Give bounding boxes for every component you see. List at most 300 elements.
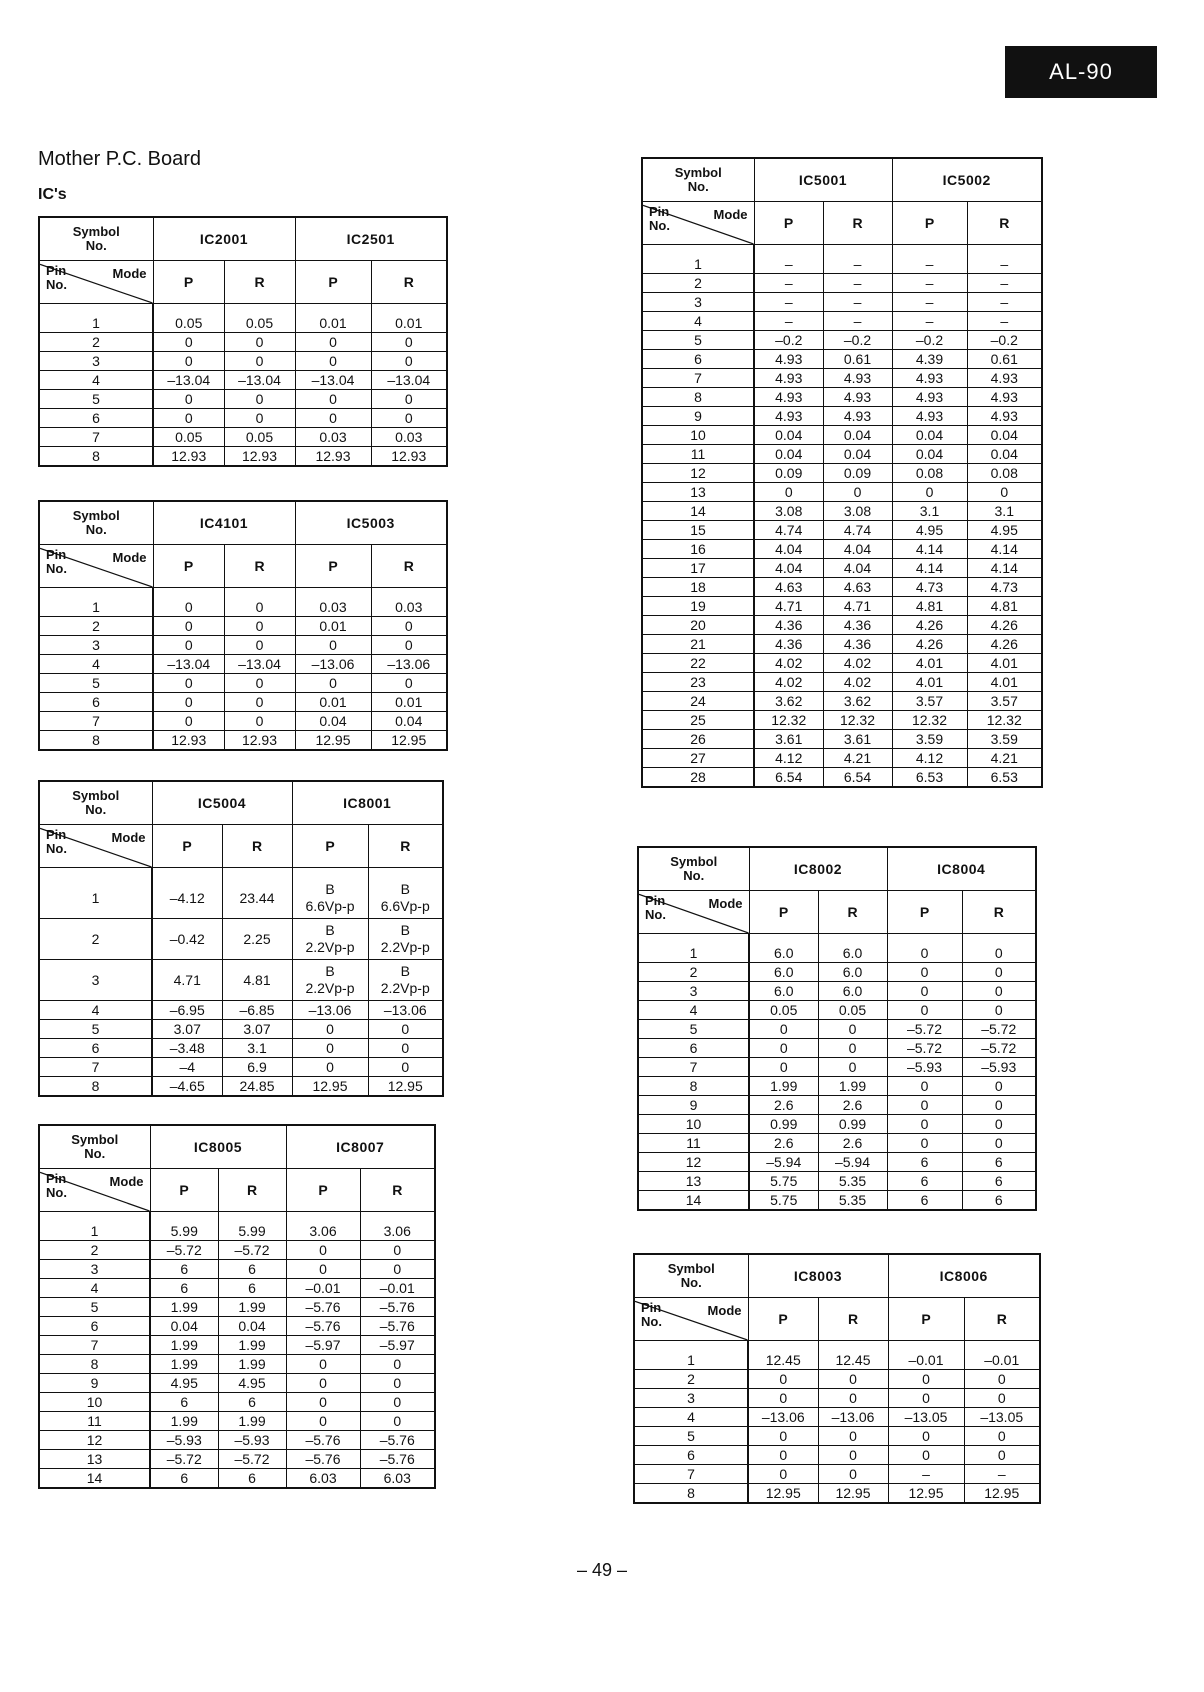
pin-number: 24 xyxy=(642,692,754,711)
voltage-cell: 3.57 xyxy=(967,692,1042,711)
voltage-cell: 3.08 xyxy=(754,502,823,521)
voltage-cell: 0.05 xyxy=(818,1001,887,1020)
voltage-cell: 0 xyxy=(292,1020,368,1039)
voltage-cell: 0 xyxy=(887,934,962,963)
pin-mode-header xyxy=(39,825,152,868)
mode-p-header: P xyxy=(295,545,371,588)
voltage-cell: 0 xyxy=(887,963,962,982)
mode-r-header: R xyxy=(964,1298,1040,1341)
ic-name-header: IC8002 xyxy=(749,847,887,891)
waveform-label: B xyxy=(400,922,410,938)
pin-number: 6 xyxy=(634,1446,748,1465)
voltage-cell: 0 xyxy=(888,1427,964,1446)
table-row xyxy=(638,1172,1036,1191)
voltage-cell: – xyxy=(823,293,892,312)
voltage-cell: 0 xyxy=(962,1001,1036,1020)
voltage-cell: 0 xyxy=(292,1058,368,1077)
mode-r-header: R xyxy=(823,202,892,245)
table-row xyxy=(39,1469,435,1489)
table-row xyxy=(642,426,1042,445)
voltage-cell: 3.62 xyxy=(823,692,892,711)
voltage-cell xyxy=(368,868,443,919)
voltage-cell: 4.71 xyxy=(152,960,222,1001)
voltage-cell: 0 xyxy=(224,333,295,352)
table-row xyxy=(642,521,1042,540)
table-row xyxy=(638,1191,1036,1211)
voltage-cell: –0.01 xyxy=(964,1341,1040,1370)
voltage-cell: 0 xyxy=(360,1374,435,1393)
voltage-cell: 4.93 xyxy=(823,369,892,388)
voltage-cell: 4.93 xyxy=(967,407,1042,426)
voltage-cell: 0.05 xyxy=(224,304,295,333)
table-row xyxy=(642,483,1042,502)
voltage-cell: 4.12 xyxy=(754,749,823,768)
mode-p-header: P xyxy=(754,202,823,245)
pin-mode-header xyxy=(634,1298,748,1341)
voltage-cell: 6 xyxy=(218,1393,286,1412)
voltage-cell: 0 xyxy=(286,1241,360,1260)
voltage-cell: 0 xyxy=(360,1355,435,1374)
pin-number: 1 xyxy=(39,1212,150,1241)
ic-name-header: IC2001 xyxy=(153,217,295,261)
symbol-no-header xyxy=(638,847,749,891)
voltage-cell: 0 xyxy=(749,1020,818,1039)
ic-name-header: IC8007 xyxy=(286,1125,435,1169)
voltage-cell: –13.06 xyxy=(371,655,447,674)
voltage-cell: –5.76 xyxy=(286,1317,360,1336)
voltage-cell: 4.93 xyxy=(967,369,1042,388)
voltage-cell: 0 xyxy=(371,674,447,693)
pin-number: 6 xyxy=(39,1039,152,1058)
voltage-cell: 0 xyxy=(224,636,295,655)
symbol-no-header xyxy=(39,1125,150,1169)
pin-number: 7 xyxy=(634,1465,748,1484)
pin-number: 26 xyxy=(642,730,754,749)
voltage-cell: –0.2 xyxy=(967,331,1042,350)
table-row xyxy=(638,1153,1036,1172)
voltage-cell: – xyxy=(892,293,967,312)
voltage-cell xyxy=(368,919,443,960)
table-row xyxy=(634,1408,1040,1427)
voltage-table xyxy=(38,780,444,1097)
voltage-cell: –5.76 xyxy=(360,1298,435,1317)
pin-number: 9 xyxy=(638,1096,749,1115)
voltage-cell: 0.04 xyxy=(892,426,967,445)
pin-number: 3 xyxy=(39,960,152,1001)
table-row xyxy=(642,445,1042,464)
voltage-cell: 0 xyxy=(371,409,447,428)
table-row xyxy=(642,331,1042,350)
mode-p-header: P xyxy=(887,891,962,934)
voltage-cell: 6.0 xyxy=(749,963,818,982)
voltage-cell: –5.93 xyxy=(150,1431,218,1450)
voltage-cell: 6.0 xyxy=(749,934,818,963)
voltage-cell: 12.95 xyxy=(295,731,371,751)
voltage-cell: –5.76 xyxy=(360,1317,435,1336)
table-row xyxy=(642,597,1042,616)
voltage-cell: 1.99 xyxy=(218,1336,286,1355)
voltage-cell: 5.99 xyxy=(218,1212,286,1241)
voltage-cell: 0 xyxy=(964,1389,1040,1408)
voltage-cell: 4.02 xyxy=(754,654,823,673)
pin-number: 4 xyxy=(39,1279,150,1298)
voltage-cell: 0 xyxy=(748,1389,818,1408)
page-title: Mother P.C. Board xyxy=(38,148,202,170)
voltage-cell: 2.6 xyxy=(818,1096,887,1115)
pin-number: 15 xyxy=(642,521,754,540)
voltage-cell: 6.0 xyxy=(749,982,818,1001)
pin-number: 6 xyxy=(39,1317,150,1336)
mode-r-header: R xyxy=(368,825,443,868)
ic-name-header: IC8001 xyxy=(292,781,443,825)
voltage-cell: 0 xyxy=(153,409,224,428)
pin-number: 7 xyxy=(39,1336,150,1355)
voltage-cell: 0 xyxy=(295,674,371,693)
voltage-cell: 0 xyxy=(286,1260,360,1279)
table-row xyxy=(39,333,447,352)
voltage-cell: 4.04 xyxy=(754,540,823,559)
voltage-cell: –13.04 xyxy=(371,371,447,390)
pin-number: 2 xyxy=(39,333,153,352)
voltage-cell: 0.04 xyxy=(892,445,967,464)
voltage-cell: –5.97 xyxy=(360,1336,435,1355)
voltage-cell: 4.01 xyxy=(892,673,967,692)
voltage-cell: 1.99 xyxy=(218,1355,286,1374)
voltage-cell: –13.06 xyxy=(748,1408,818,1427)
table-row xyxy=(39,1241,435,1260)
voltage-cell: – xyxy=(823,312,892,331)
table-row xyxy=(642,293,1042,312)
voltage-cell: –5.72 xyxy=(150,1450,218,1469)
pin-number: 4 xyxy=(634,1408,748,1427)
voltage-cell: 6 xyxy=(962,1153,1036,1172)
pin-no-label-text: No. xyxy=(46,1185,67,1200)
pin-label: Pin xyxy=(46,1171,67,1186)
pin-number: 17 xyxy=(642,559,754,578)
voltage-cell: 4.02 xyxy=(823,654,892,673)
voltage-cell: –5.72 xyxy=(218,1450,286,1469)
voltage-cell: 0.03 xyxy=(295,428,371,447)
table-row xyxy=(39,1058,443,1077)
voltage-cell: 0 xyxy=(224,712,295,731)
table-row xyxy=(638,1039,1036,1058)
ic-table-ic8002-ic8004 xyxy=(637,846,1037,1211)
voltage-cell: 0 xyxy=(888,1370,964,1389)
pin-label: Pin xyxy=(46,263,67,278)
voltage-cell: – xyxy=(967,312,1042,331)
voltage-cell: 2.25 xyxy=(222,919,292,960)
pin-number: 3 xyxy=(642,293,754,312)
ic-name-header: IC5004 xyxy=(152,781,292,825)
voltage-cell: 0.04 xyxy=(150,1317,218,1336)
table-row xyxy=(638,1134,1036,1153)
voltage-cell: 0 xyxy=(295,352,371,371)
voltage-cell: 6.53 xyxy=(892,768,967,788)
voltage-cell: 0 xyxy=(371,333,447,352)
pin-no-label-text: No. xyxy=(46,277,67,292)
voltage-cell: 0 xyxy=(818,1446,888,1465)
ic-name-header: IC5002 xyxy=(892,158,1042,202)
voltage-cell: 0 xyxy=(887,1134,962,1153)
voltage-cell: 0.03 xyxy=(295,588,371,617)
pin-number: 8 xyxy=(39,1077,152,1097)
pin-number: 13 xyxy=(638,1172,749,1191)
pin-number: 13 xyxy=(642,483,754,502)
ic-table-ic8005-ic8007 xyxy=(38,1124,436,1489)
voltage-cell: 0.61 xyxy=(967,350,1042,369)
voltage-cell: –5.76 xyxy=(360,1431,435,1450)
pin-number: 1 xyxy=(638,934,749,963)
pin-number: 2 xyxy=(634,1370,748,1389)
voltage-cell: 0 xyxy=(224,390,295,409)
voltage-cell: –13.04 xyxy=(153,371,224,390)
table-row xyxy=(642,388,1042,407)
voltage-cell: 6 xyxy=(962,1172,1036,1191)
voltage-cell: –5.72 xyxy=(962,1020,1036,1039)
pin-number: 2 xyxy=(638,963,749,982)
table-row xyxy=(642,502,1042,521)
table-row xyxy=(642,616,1042,635)
pin-number: 16 xyxy=(642,540,754,559)
voltage-cell: 1.99 xyxy=(150,1298,218,1317)
voltage-cell: 12.45 xyxy=(818,1341,888,1370)
voltage-cell: 6.54 xyxy=(754,768,823,788)
voltage-cell: 4.04 xyxy=(754,559,823,578)
mode-p-header: P xyxy=(153,545,224,588)
voltage-cell: 4.81 xyxy=(222,960,292,1001)
voltage-cell: –0.42 xyxy=(152,919,222,960)
voltage-cell: 3.1 xyxy=(892,502,967,521)
voltage-cell: 4.04 xyxy=(823,540,892,559)
pin-number: 1 xyxy=(39,304,153,333)
voltage-cell: 0.09 xyxy=(823,464,892,483)
voltage-cell: 1.99 xyxy=(150,1412,218,1431)
voltage-cell: 0 xyxy=(292,1039,368,1058)
voltage-cell: 6.03 xyxy=(360,1469,435,1489)
voltage-cell: 0 xyxy=(295,390,371,409)
voltage-cell: 4.14 xyxy=(892,540,967,559)
symbol-no-header xyxy=(39,781,152,825)
voltage-cell: 0.04 xyxy=(823,445,892,464)
voltage-cell: 6.53 xyxy=(967,768,1042,788)
voltage-cell: 2.6 xyxy=(749,1096,818,1115)
symbol-label: Symbol xyxy=(667,1261,715,1276)
mode-r-header: R xyxy=(818,891,887,934)
mode-r-header: R xyxy=(224,545,295,588)
pin-no-label xyxy=(46,264,67,292)
voltage-cell: –13.04 xyxy=(224,655,295,674)
pin-number: 1 xyxy=(642,245,754,274)
voltage-cell: 3.61 xyxy=(823,730,892,749)
voltage-cell: –5.72 xyxy=(218,1241,286,1260)
voltage-cell: 6.0 xyxy=(818,982,887,1001)
pin-number: 8 xyxy=(634,1484,748,1504)
voltage-cell: 0 xyxy=(360,1260,435,1279)
pin-mode-header xyxy=(39,1169,150,1212)
voltage-cell: 0 xyxy=(153,693,224,712)
table-row xyxy=(642,673,1042,692)
voltage-cell: 0 xyxy=(964,1446,1040,1465)
voltage-cell: 0 xyxy=(964,1427,1040,1446)
voltage-cell: –0.01 xyxy=(286,1279,360,1298)
voltage-cell: 6.9 xyxy=(222,1058,292,1077)
voltage-cell: 12.95 xyxy=(368,1077,443,1097)
voltage-cell: 0 xyxy=(748,1446,818,1465)
voltage-cell: 12.93 xyxy=(153,447,224,467)
waveform-label: B xyxy=(325,922,335,938)
voltage-cell: –13.06 xyxy=(295,655,371,674)
pin-number: 12 xyxy=(638,1153,749,1172)
voltage-cell: 0.01 xyxy=(295,304,371,333)
mode-p-header: P xyxy=(295,261,371,304)
voltage-cell: 12.95 xyxy=(964,1484,1040,1504)
pin-number: 20 xyxy=(642,616,754,635)
voltage-cell: 6.54 xyxy=(823,768,892,788)
pin-number: 28 xyxy=(642,768,754,788)
voltage-cell: 3.59 xyxy=(892,730,967,749)
table-row xyxy=(39,304,447,333)
voltage-cell: 0 xyxy=(360,1241,435,1260)
pin-number: 12 xyxy=(39,1431,150,1450)
voltage-table xyxy=(637,846,1037,1211)
voltage-cell: 4.93 xyxy=(754,369,823,388)
table-row xyxy=(39,731,447,751)
voltage-cell: 0.08 xyxy=(967,464,1042,483)
page-number: – 49 – xyxy=(576,1560,628,1580)
voltage-cell: 4.93 xyxy=(892,388,967,407)
table-row xyxy=(39,674,447,693)
voltage-cell: –13.06 xyxy=(818,1408,888,1427)
mode-p-header: P xyxy=(150,1169,218,1212)
voltage-cell: –5.76 xyxy=(286,1431,360,1450)
voltage-cell xyxy=(292,960,368,1001)
mode-p-header: P xyxy=(748,1298,818,1341)
waveform-amplitude: 2.2Vp-p xyxy=(380,939,430,955)
mode-r-header: R xyxy=(967,202,1042,245)
voltage-cell: 12.93 xyxy=(224,447,295,467)
mode-label: Mode xyxy=(713,207,748,222)
table-row xyxy=(39,1412,435,1431)
voltage-cell: 0 xyxy=(224,352,295,371)
voltage-cell: 0 xyxy=(818,1427,888,1446)
table-row xyxy=(39,352,447,371)
voltage-cell: 0 xyxy=(153,588,224,617)
table-row xyxy=(39,447,447,467)
voltage-cell: – xyxy=(892,312,967,331)
voltage-cell: 0 xyxy=(962,963,1036,982)
voltage-cell: 12.93 xyxy=(295,447,371,467)
voltage-cell: –5.93 xyxy=(218,1431,286,1450)
pin-number: 27 xyxy=(642,749,754,768)
table-row xyxy=(638,963,1036,982)
mode-p-header: P xyxy=(286,1169,360,1212)
voltage-cell: 5.75 xyxy=(749,1172,818,1191)
voltage-cell: 1.99 xyxy=(150,1336,218,1355)
voltage-cell: 5.99 xyxy=(150,1212,218,1241)
ic-name-header: IC8005 xyxy=(150,1125,286,1169)
voltage-cell: 0 xyxy=(962,982,1036,1001)
pin-number: 3 xyxy=(39,1260,150,1279)
pin-number: 7 xyxy=(642,369,754,388)
voltage-cell: 0 xyxy=(887,1077,962,1096)
voltage-cell: 0 xyxy=(371,352,447,371)
voltage-cell: 0 xyxy=(295,333,371,352)
voltage-cell: 4.14 xyxy=(892,559,967,578)
table-row xyxy=(642,730,1042,749)
pin-number: 4 xyxy=(642,312,754,331)
table-row xyxy=(638,934,1036,963)
voltage-cell: 23.44 xyxy=(222,868,292,919)
symbol-no-label: No. xyxy=(687,179,709,194)
voltage-cell: 0 xyxy=(286,1374,360,1393)
mode-r-header: R xyxy=(222,825,292,868)
voltage-cell: 12.93 xyxy=(153,731,224,751)
table-row xyxy=(39,588,447,617)
voltage-cell: 5.35 xyxy=(818,1191,887,1211)
pin-mode-header xyxy=(39,545,153,588)
table-row xyxy=(39,1355,435,1374)
voltage-cell: 0 xyxy=(153,333,224,352)
voltage-cell: 4.02 xyxy=(823,673,892,692)
pin-number: 5 xyxy=(642,331,754,350)
pin-number: 4 xyxy=(638,1001,749,1020)
voltage-cell: 0 xyxy=(748,1370,818,1389)
voltage-cell: 0 xyxy=(224,588,295,617)
voltage-cell: –4.12 xyxy=(152,868,222,919)
voltage-cell: 12.93 xyxy=(371,447,447,467)
voltage-cell: 3.07 xyxy=(152,1020,222,1039)
table-row xyxy=(634,1427,1040,1446)
voltage-table xyxy=(38,1124,436,1489)
pin-number: 13 xyxy=(39,1450,150,1469)
table-row xyxy=(642,369,1042,388)
voltage-cell: 6 xyxy=(150,1260,218,1279)
symbol-no-label: No. xyxy=(85,238,107,253)
mode-r-header: R xyxy=(371,545,447,588)
voltage-cell: – xyxy=(754,293,823,312)
pin-number: 8 xyxy=(39,1355,150,1374)
voltage-cell: – xyxy=(754,245,823,274)
pin-no-label-text: No. xyxy=(645,907,666,922)
pin-number: 22 xyxy=(642,654,754,673)
voltage-cell: 6 xyxy=(218,1260,286,1279)
mode-r-header: R xyxy=(224,261,295,304)
voltage-cell: –5.76 xyxy=(286,1450,360,1469)
voltage-cell: 12.32 xyxy=(967,711,1042,730)
voltage-cell: 0 xyxy=(887,1096,962,1115)
mode-p-header: P xyxy=(292,825,368,868)
voltage-cell xyxy=(292,868,368,919)
mode-r-header: R xyxy=(371,261,447,304)
voltage-cell: 0 xyxy=(818,1465,888,1484)
table-row xyxy=(642,749,1042,768)
section-subtitle: IC's xyxy=(38,186,67,203)
table-row xyxy=(642,692,1042,711)
voltage-cell: 0 xyxy=(360,1393,435,1412)
table-row xyxy=(39,428,447,447)
voltage-cell: 4.01 xyxy=(967,654,1042,673)
table-row xyxy=(39,1336,435,1355)
table-row xyxy=(642,350,1042,369)
pin-no-label xyxy=(645,894,666,922)
mode-r-header: R xyxy=(962,891,1036,934)
voltage-cell: 4.95 xyxy=(892,521,967,540)
table-row xyxy=(39,693,447,712)
voltage-cell: 4.36 xyxy=(823,635,892,654)
pin-number: 2 xyxy=(642,274,754,293)
pin-number: 8 xyxy=(638,1077,749,1096)
table-row xyxy=(634,1389,1040,1408)
